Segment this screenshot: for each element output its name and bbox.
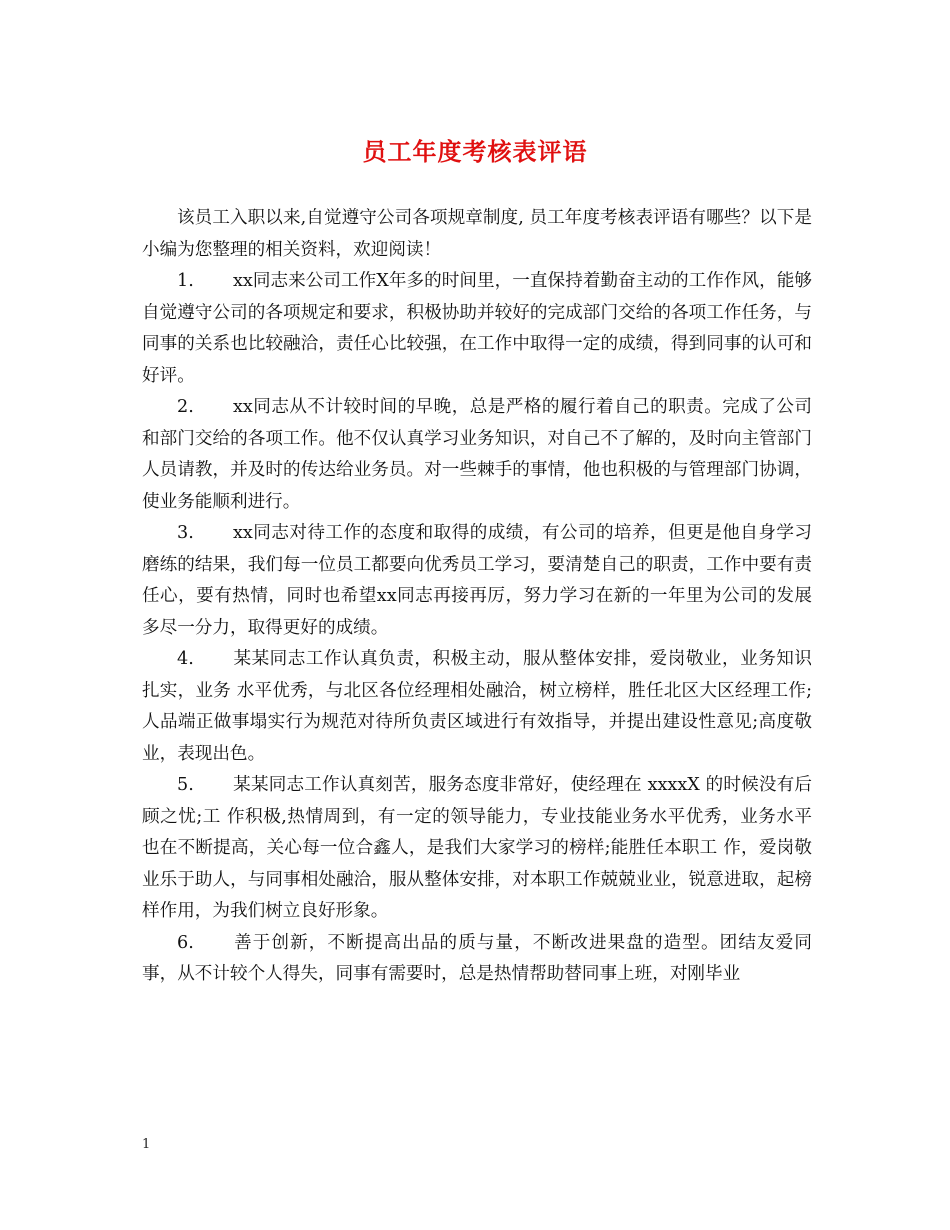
item-text: xx同志从不计较时间的早晚，总是严格的履行着自己的职责。完成了公司和部门交给的各项工作。他不仅认真学习业务知识，对自己不了解的，及时向主管部门人员请教，并及时的传达给业务员。对一些棘手的事情，他也积极的与管理部门协调，使业务能顺利进行。 — [142, 397, 812, 512]
item-text: 善于创新，不断提高出品的质与量，不断改进果盘的造型。团结友爱同事，从不计较个人得失，同事有需要时，总是热情帮助替同事上班，对刚毕业 — [142, 932, 812, 984]
item-text: xx同志对待工作的态度和取得的成绩，有公司的培养，但更是他自身学习磨练的结果，我们每一位员工都要向优秀员工学习，要清楚自己的职责，工作中要有责任心，要有热情，同时也希望xx同志再接再厉，努力学习在新的一年里为公司的发展多尽一分力，取得更好的成绩。 — [142, 523, 812, 638]
item-text: 某某同志工作认真刻苦，服务态度非常好，使经理在 xxxxX 的时候没有后顾之忧;工 作积极,热情周到，有一定的领导能力，专业技能业务水平优秀，业务水平 也在不断提高，关心每一位合鑫人，是我们大家学习的榜样;能胜任本职工 作，爱岗敬业乐于助人，与同事相处融洽，服从整体安排，对本职工作兢兢业业，锐意进取，起榜样作用，为我们树立良好形象。 — [142, 775, 812, 921]
list-item — [142, 928, 812, 991]
list-item — [142, 392, 812, 518]
list-item — [142, 518, 812, 644]
item-number: 6. — [177, 932, 194, 953]
item-text: 某某同志工作认真负责，积极主动，服从整体安排，爱岗敬业，业务知识扎实，业务 水平优秀，与北区各位经理相处融洽，树立榜样，胜任北区大区经理工作; 人品端正做事塌实行为规范对待所负责区域进行有效指导，并提出建设性意见;高度敬业，表现出色。 — [142, 649, 812, 764]
item-text: xx同志来公司工作X年多的时间里，一直保持着勤奋主动的工作作风，能够自觉遵守公司的各项规定和要求，积极协助并较好的完成部门交给的各项工作任务，与同事的关系也比较融洽，责任心比较强，在工作中取得一定的成绩，得到同事的认可和好评。 — [142, 271, 812, 386]
item-number: 5. — [177, 775, 194, 795]
item-number: 1. — [177, 271, 194, 291]
list-item — [142, 770, 812, 928]
document-body — [142, 203, 812, 991]
document-title: 员工年度考核表评语 — [362, 137, 588, 166]
item-number: 2. — [177, 397, 194, 417]
list-item — [142, 644, 812, 770]
list-item — [142, 266, 812, 392]
item-number: 4. — [177, 649, 194, 669]
item-number: 3. — [177, 523, 194, 543]
page-number: 1 — [142, 1137, 151, 1152]
intro-paragraph: 该员工入职以来,自觉遵守公司各项规章制度, 员工年度考核表评语有哪些？以下是小编为您整理的相关资料，欢迎阅读！ — [142, 208, 812, 260]
